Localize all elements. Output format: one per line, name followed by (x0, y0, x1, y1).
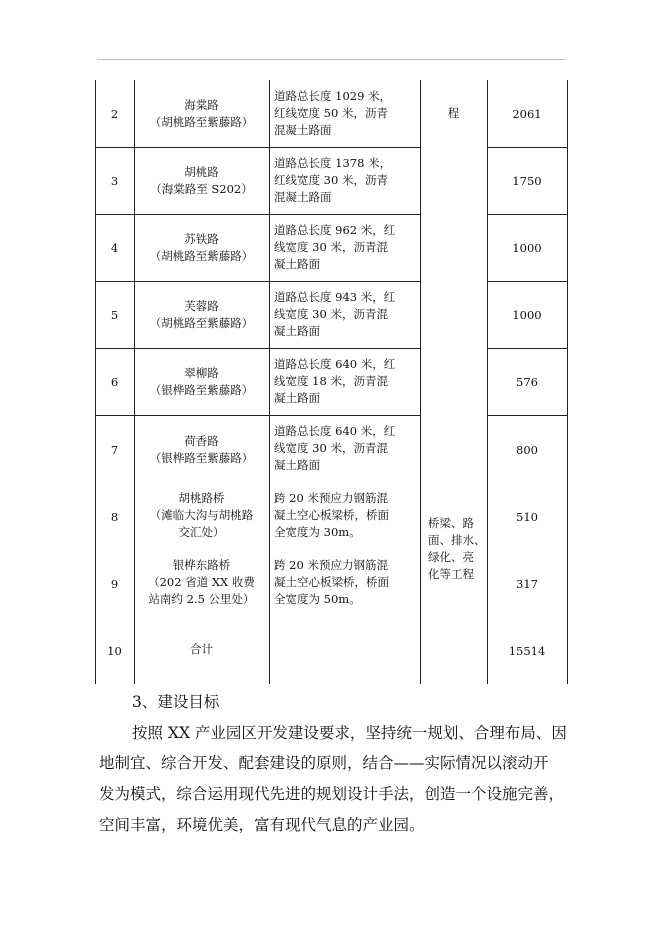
paragraph-line: 按照 XX 产业园区开发建设要求，坚持统一规划、合理布局、因 (132, 724, 567, 742)
table-row-range: （胡桃路至紫藤路） (149, 115, 254, 129)
table-row-desc: 凝土路面 (274, 391, 320, 405)
table-row-amount: 317 (516, 577, 538, 591)
row-rule (95, 147, 421, 148)
table-row-amount: 800 (516, 443, 538, 457)
table-row-desc: 凝土路面 (274, 458, 320, 472)
table-row-desc: 混凝土路面 (274, 190, 332, 204)
row-rule (487, 214, 568, 215)
table-row-range: （海棠路至 S202） (150, 182, 253, 196)
table-row-range: 站南约 2.5 公里处） (148, 592, 255, 606)
table-row-name: 翠柳路 (184, 366, 219, 380)
row-rule (487, 147, 568, 148)
table-row-name: 银桦东路桥 (172, 558, 231, 572)
row-rule (95, 214, 421, 215)
table-row-desc: 全宽度为 50m。 (274, 592, 361, 606)
table-total-label: 合计 (190, 642, 213, 656)
row-rule (95, 415, 421, 416)
table-row-name: 苏铁路 (184, 232, 219, 246)
table-row-name: 荷香路 (184, 434, 219, 448)
table-row-name: 胡桃路桥 (178, 491, 225, 505)
row-rule (487, 415, 568, 416)
table-row-no: 10 (107, 644, 122, 658)
table-divider-2 (269, 80, 270, 684)
page-header-rule (97, 59, 565, 60)
table-type-text: 面、排水、 (428, 533, 486, 547)
table-row-desc: 道路总长度 1029 米， (274, 89, 392, 103)
table-row-desc: 红线宽度 30 米，沥青 (274, 173, 388, 187)
table-row-desc: 线宽度 30 米，沥青混 (274, 240, 388, 254)
table-row-desc: 线宽度 30 米，沥青混 (274, 307, 388, 321)
row-rule (487, 348, 568, 349)
table-row-desc: 道路总长度 962 米，红 (274, 223, 396, 237)
table-row-range: （202 省道 XX 收费 (148, 575, 255, 589)
paragraph-line: 发为模式，综合运用现代先进的规划设计手法，创造一个设施完善， (99, 785, 565, 803)
table-row-range: （滩临大沟与胡桃路 (149, 508, 254, 522)
table-row-range: （银桦路至紫藤路） (149, 451, 254, 465)
table-row-no: 3 (110, 174, 119, 188)
table-row-range: （胡桃路至紫藤路） (149, 316, 254, 330)
table-total-amount: 15514 (508, 644, 546, 658)
table-row-desc: 线宽度 30 米，沥青混 (274, 441, 388, 455)
table-type-text: 化等工程 (428, 567, 474, 581)
table-row-amount: 510 (516, 510, 538, 524)
table-row-amount: 2061 (512, 107, 542, 121)
table-row-amount: 1000 (512, 241, 542, 255)
row-rule (487, 281, 568, 282)
table-row-no: 7 (110, 443, 119, 457)
table-row-desc: 凝土空心板梁桥，桥面 (274, 575, 389, 589)
table-row-range: （银桦路至紫藤路） (149, 383, 254, 397)
table-row-no: 2 (110, 107, 119, 121)
table-row-range: （胡桃路至紫藤路） (149, 249, 254, 263)
table-row-desc: 线宽度 18 米，沥青混 (274, 374, 388, 388)
table-row-name: 海棠路 (184, 98, 219, 112)
table-row-no: 4 (110, 241, 119, 255)
section-heading: 3、建设目标 (132, 693, 220, 711)
table-type-text: 绿化、亮 (428, 550, 474, 564)
table-row-desc: 混凝土路面 (274, 123, 332, 137)
table-row-no: 6 (110, 375, 119, 389)
table-row-no: 9 (110, 577, 119, 591)
table-divider-3 (420, 80, 421, 684)
row-rule (95, 348, 421, 349)
table-row-desc: 道路总长度 943 米，红 (274, 290, 396, 304)
table-row-no: 8 (110, 510, 119, 524)
table-row-amount: 1750 (512, 174, 542, 188)
paragraph-line: 地制宜、综合开发、配套建设的原则，结合——实际情况以滚动开 (99, 754, 549, 772)
table-row-desc: 道路总长度 640 米，红 (274, 357, 396, 371)
table-row-desc: 凝土空心板梁桥，桥面 (274, 508, 389, 522)
table-row-amount: 1000 (512, 308, 542, 322)
table-type-text: 程 (447, 106, 460, 120)
table-row-desc: 凝土路面 (274, 324, 320, 338)
table-row-no: 5 (110, 308, 119, 322)
paragraph-line: 空间丰富，环境优美，富有现代气息的产业园。 (99, 816, 425, 834)
table-border-right (567, 80, 568, 684)
table-type-text: 桥梁、路 (428, 516, 474, 530)
table-row-desc: 全宽度为 30m。 (274, 525, 361, 539)
table-row-name: 芙蓉路 (184, 299, 219, 313)
row-rule (95, 281, 421, 282)
table-row-desc: 红线宽度 50 米，沥青 (274, 106, 388, 120)
table-row-desc: 跨 20 米预应力钢筋混 (274, 491, 388, 505)
table-row-amount: 576 (516, 375, 538, 389)
table-row-desc: 跨 20 米预应力钢筋混 (274, 558, 388, 572)
table-row-desc: 道路总长度 640 米，红 (274, 424, 396, 438)
table-row-range: 交汇处） (178, 525, 225, 539)
table-row-desc: 凝土路面 (274, 257, 320, 271)
table-row-name: 胡桃路 (184, 165, 219, 179)
table-row-desc: 道路总长度 1378 米， (274, 156, 392, 170)
